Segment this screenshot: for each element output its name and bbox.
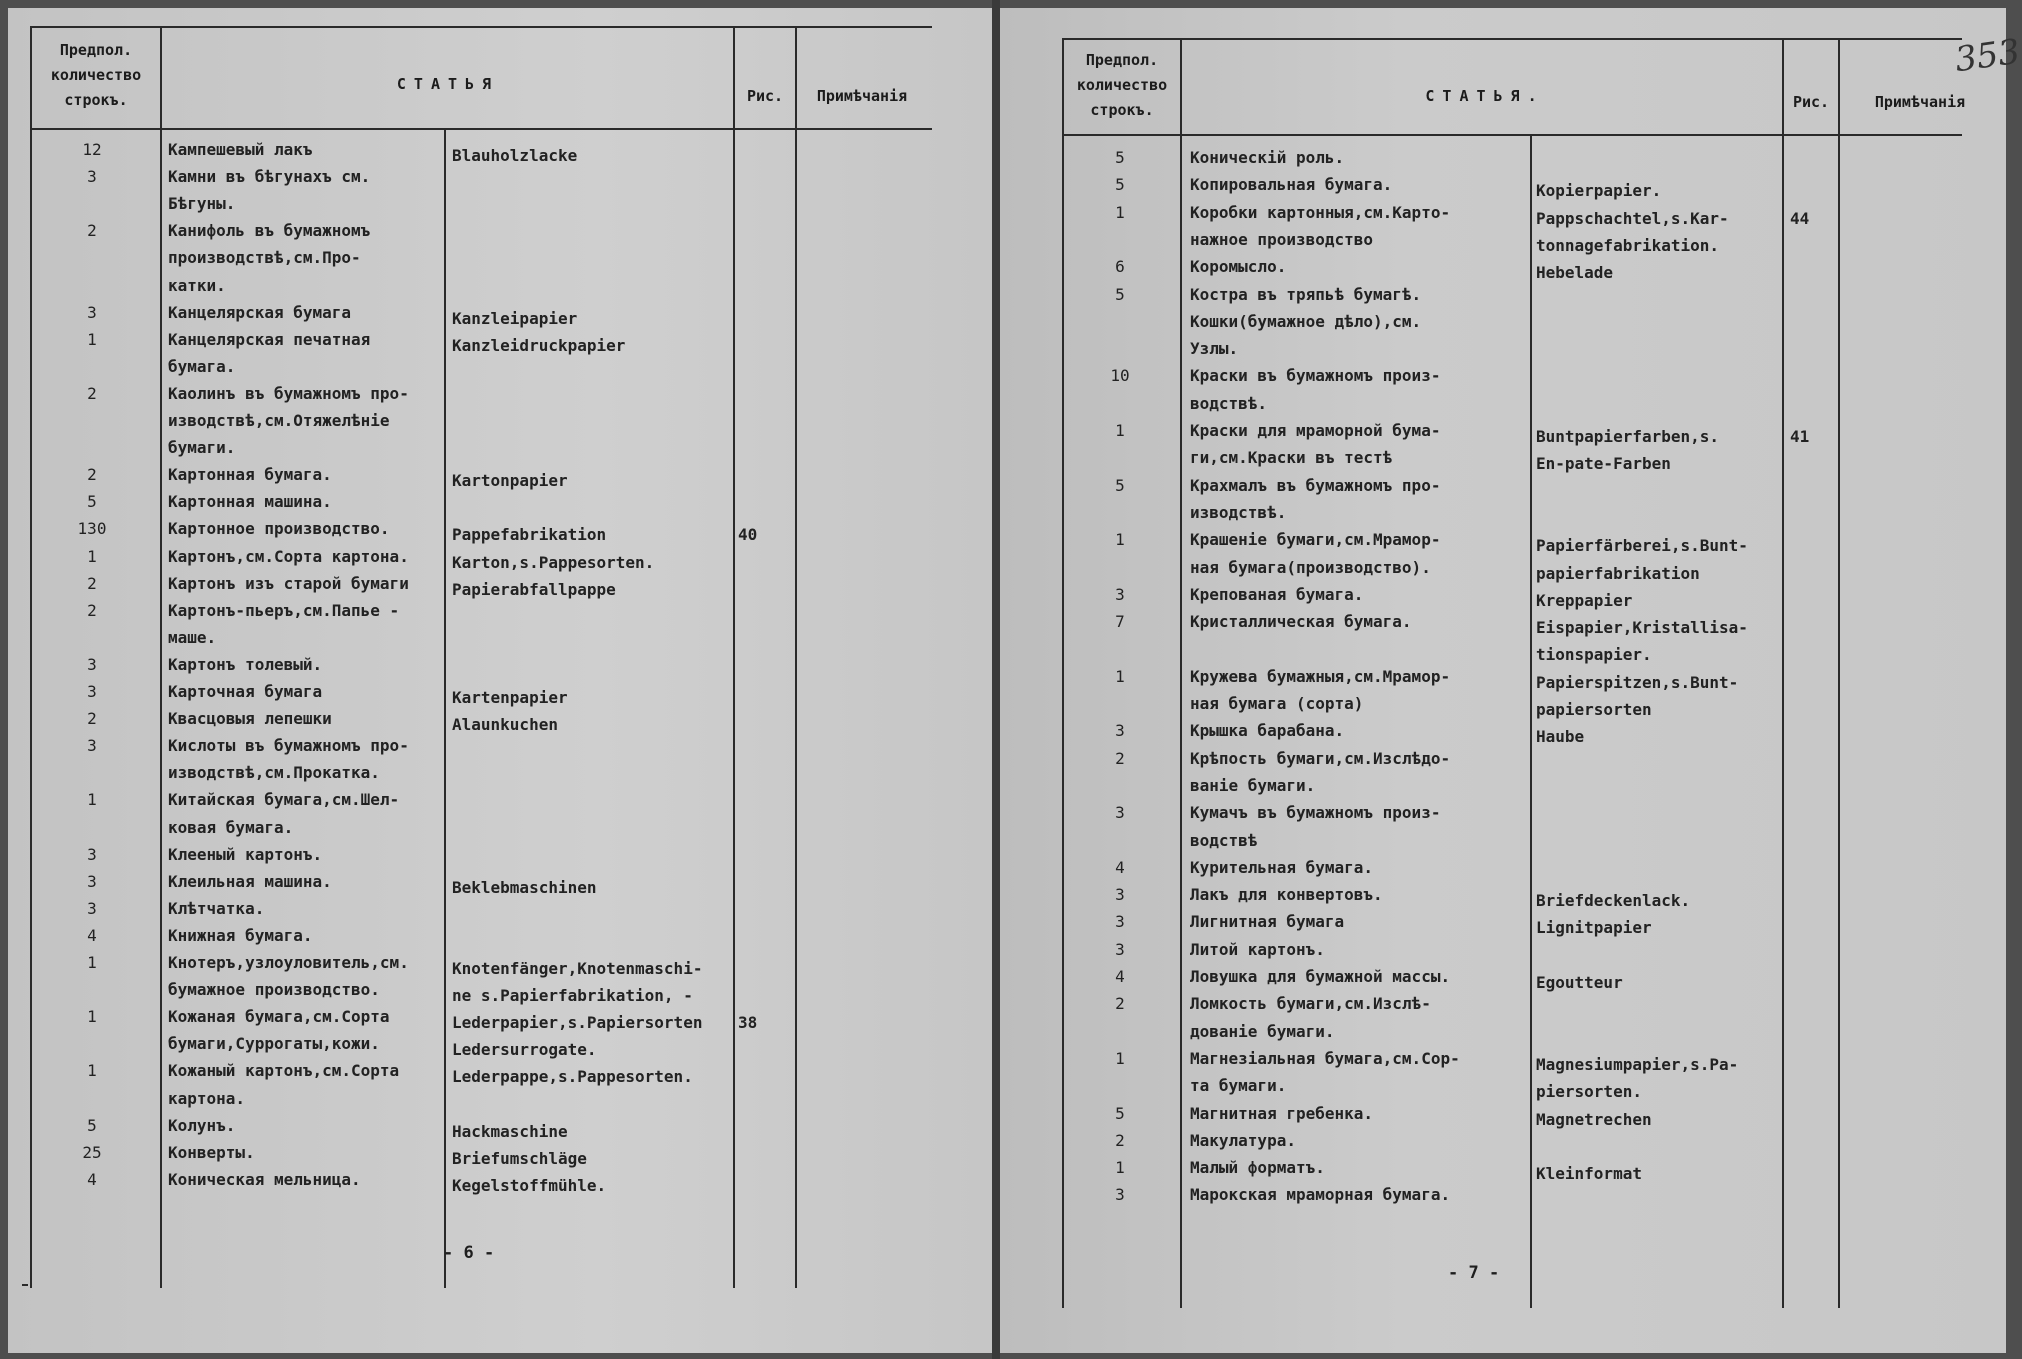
entry-count: 2 (1115, 1130, 1125, 1150)
entry-term: ковая бумага. (168, 817, 294, 837)
entry-german: Haube (1536, 727, 1585, 747)
entry-german: Beklebmaschinen (452, 877, 597, 897)
entry-german: piersorten. (1536, 1082, 1642, 1102)
entry-count: 5 (87, 492, 97, 512)
entry-count: 3 (87, 167, 97, 187)
entry-term: Кристаллическая бумага. (1190, 612, 1412, 632)
entry-german: Lignitpapier (1536, 918, 1652, 938)
entry-count: 1 (87, 329, 97, 349)
count-header (34, 38, 158, 113)
entry-term: Картонная бумага. (168, 465, 332, 485)
entry-term: Бѣгуны. (168, 194, 236, 214)
entry-german: Karton,s.Pappesorten. (452, 552, 655, 572)
entry-german: Magnetrechen (1536, 1109, 1652, 1129)
count-column-rule (1180, 38, 1182, 1308)
entry-count: 3 (87, 736, 97, 756)
entry-term: изводствѣ,см.Прокатка. (168, 763, 380, 783)
notes-header: Примѣчанія (816, 87, 908, 105)
entry-german: Magnesiumpapier,s.Pa- (1536, 1054, 1739, 1074)
entry-german: Papierabfallpappe (452, 579, 616, 599)
entry-term: Узлы. (1190, 339, 1239, 359)
entry-term: изводствѣ. (1190, 502, 1287, 522)
entry-term: дованіе бумаги. (1190, 1021, 1335, 1041)
entry-count: 3 (87, 682, 97, 701)
entry-count: 1 (87, 1007, 97, 1027)
entry-german: Papierfärberei,s.Bunt- (1536, 536, 1748, 556)
entry-german: Kartenpapier (452, 688, 568, 707)
entry-term: Картонъ толевый. (168, 654, 323, 674)
entry-german: Blauholzlacke (452, 146, 578, 165)
entry-german: Lederpapier,s.Papiersorten (452, 1013, 703, 1033)
entry-count: 2 (87, 465, 97, 485)
entry-term: Крѣпость бумаги,см.Изслѣдо- (1190, 748, 1451, 768)
german-column-rule (1530, 134, 1532, 1308)
right-page (1000, 8, 2022, 1353)
entry-count: 3 (1115, 939, 1125, 959)
entry-count: 2 (1115, 748, 1125, 768)
notes-column-rule (1838, 38, 1840, 1308)
entry-figure: 44 (1790, 208, 1810, 228)
count-header-line: Предпол. (1085, 51, 1159, 69)
entry-german: Kreppapier (1536, 590, 1633, 610)
entry-term: Кружева бумажныя,см.Мрамор- (1190, 666, 1451, 686)
entry-count: 1 (87, 546, 97, 566)
entry-term: ваніе бумаги. (1190, 775, 1316, 795)
entry-term: Кнотеръ,узлоуловитель,см. (168, 953, 409, 972)
entry-term: Клѣтчатка. (168, 898, 265, 918)
entry-term: Крашеніе бумаги,см.Мрамор- (1190, 530, 1441, 550)
entry-term: Канифоль въ бумажномъ (168, 221, 371, 241)
entry-figure: 41 (1790, 427, 1810, 446)
entry-term: Крышка барабана. (1190, 721, 1345, 741)
entry-german: Briefumschläge (452, 1148, 587, 1168)
entry-term: Канцелярская печатная (168, 329, 371, 349)
entry-term: бумага. (168, 356, 236, 376)
entry-count: 1 (1115, 421, 1125, 440)
entry-term: ги,см.Краски въ тестѣ (1190, 448, 1393, 468)
entry-german: ne s.Papierfabrikation, - (452, 986, 693, 1006)
entry-german: Kartonpapier (452, 471, 568, 491)
entry-german: Kleinformat (1536, 1164, 1642, 1184)
entry-count: 5 (1115, 284, 1125, 304)
entry-term: Макулатура. (1190, 1130, 1296, 1150)
left-page (8, 8, 992, 1353)
entry-term: Краски въ бумажномъ произ- (1190, 366, 1441, 386)
entry-term: Кумачъ въ бумажномъ произ- (1190, 803, 1441, 823)
entry-count: 7 (1115, 612, 1125, 632)
entry-count: 4 (1115, 857, 1125, 877)
entry-german: Briefdeckenlack. (1536, 891, 1691, 911)
fig-header: Рис. (746, 87, 784, 105)
entry-german: Hackmaschine (452, 1121, 568, 1141)
book-gutter (992, 0, 1000, 1359)
entry-count: 3 (87, 898, 97, 918)
entry-term: Каолинъ въ бумажномъ про- (168, 383, 409, 403)
entry-term: Клеильная машина. (168, 871, 332, 891)
fig-column-rule (733, 26, 735, 1288)
entry-count: 2 (87, 600, 97, 620)
entry-german: Buntpapierfarben,s. (1536, 427, 1720, 446)
entry-german: Egoutteur (1536, 973, 1623, 992)
left-border (30, 26, 32, 1288)
entry-count: 5 (1115, 148, 1125, 167)
entry-count: 12 (82, 140, 102, 159)
entry-term: Кампешевый лакъ (168, 140, 313, 159)
entry-term: Марокская мраморная бумага. (1190, 1185, 1451, 1205)
article-header: СТАТЬЯ. (1425, 87, 1545, 105)
entry-count: 3 (87, 871, 97, 891)
entry-german: Kegelstoffmühle. (452, 1175, 607, 1195)
entry-term: Ломкость бумаги,см.Изслѣ- (1190, 994, 1431, 1014)
entry-german: En-pate-Farben (1536, 454, 1671, 474)
entry-count: 1 (87, 1061, 97, 1081)
entry-term: Карточная бумага (168, 682, 323, 701)
entry-term: Кожаный картонъ,см.Сорта (168, 1061, 400, 1081)
entry-term: Коромысло. (1190, 257, 1287, 277)
entry-term: Картонъ,см.Сорта картона. (168, 546, 409, 566)
entry-term: Конверты. (168, 1142, 255, 1162)
entry-count: 5 (1115, 175, 1125, 195)
entry-count: 3 (87, 302, 97, 322)
entry-term: бумажное производство. (168, 980, 380, 1000)
entry-count: 1 (87, 953, 97, 972)
entry-count: 3 (1115, 1185, 1125, 1205)
page-number: - 6 - (443, 1243, 495, 1263)
left-border (1062, 38, 1064, 1308)
notes-header: Примѣчанія (1874, 93, 1966, 111)
entry-count: 3 (87, 654, 97, 674)
entry-term: производствѣ,см.Про- (168, 248, 361, 268)
entry-count: 2 (1115, 994, 1125, 1014)
entry-german: Eispapier,Kristallisa- (1536, 618, 1748, 638)
entry-count: 4 (87, 925, 97, 945)
entry-german: tionspapier. (1536, 645, 1652, 665)
entry-term: Краски для мраморной бума- (1190, 421, 1441, 440)
count-header-line: Предпол. (59, 41, 133, 59)
entry-term: Литой картонъ. (1190, 939, 1325, 959)
top-rule (1062, 38, 1962, 40)
entry-term: Коническій роль. (1190, 148, 1345, 167)
entry-german: papierfabrikation (1536, 563, 1700, 583)
entry-german: Kanzleipapier (452, 308, 578, 328)
entry-term: Курительная бумага. (1190, 857, 1374, 877)
entry-term: Копировальная бумага. (1190, 175, 1393, 195)
entry-term: Канцелярская бумага (168, 302, 352, 322)
entry-term: ная бумага(производство). (1190, 557, 1431, 577)
entry-count: 1 (1115, 666, 1125, 686)
entry-german: Pappschachtel,s.Kar- (1536, 208, 1729, 228)
notes-column-rule (795, 26, 797, 1288)
count-header (1064, 48, 1180, 123)
entry-term: Костра въ тряпьѣ бумагѣ. (1190, 284, 1422, 304)
entry-term: Лигнитная бумага (1190, 912, 1345, 932)
entry-german: Alaunkuchen (452, 715, 558, 735)
entry-term: Картонъ изъ старой бумаги (168, 573, 409, 593)
entry-count: 10 (1110, 366, 1130, 386)
entry-count: 5 (87, 1115, 97, 1135)
corner-mark (22, 1284, 28, 1286)
entry-count: 2 (87, 573, 97, 593)
entry-count: 3 (1115, 803, 1125, 823)
header-rule (1062, 134, 1962, 136)
entry-german: Lederpappe,s.Pappesorten. (452, 1067, 693, 1087)
entry-term: Колунъ. (168, 1115, 236, 1135)
entry-term: Магнезіальная бумага,см.Сор- (1190, 1048, 1460, 1068)
entry-term: ная бумага (сорта) (1190, 694, 1364, 713)
entry-count: 2 (87, 221, 97, 241)
entry-term: та бумаги. (1190, 1076, 1287, 1096)
entry-german: Papierspitzen,s.Bunt- (1536, 672, 1739, 692)
entry-count: 4 (87, 1169, 97, 1189)
entry-term: Картонъ-пьеръ,см.Папье - (168, 600, 400, 620)
entry-count: 3 (87, 844, 97, 864)
count-column-rule (160, 26, 162, 1288)
entry-count: 1 (1115, 530, 1125, 550)
entry-german: Kanzleidruckpapier (452, 335, 626, 355)
entry-count: 3 (1115, 584, 1125, 604)
entry-german: Knotenfänger,Knotenmaschi- (452, 959, 703, 978)
entry-term: Кошки(бумажное дѣло),см. (1190, 311, 1422, 331)
entry-term: водствѣ. (1190, 393, 1268, 413)
entry-term: маше. (168, 627, 217, 647)
entry-term: Квасцовыя лепешки (168, 709, 332, 729)
entry-term: Малый форматъ. (1190, 1158, 1325, 1178)
fig-column-rule (1782, 38, 1784, 1308)
entry-german: papiersorten (1536, 700, 1652, 719)
entry-count: 5 (1115, 1103, 1125, 1123)
count-header-line: строкъ. (64, 91, 128, 109)
entry-count: 4 (1115, 967, 1125, 986)
entry-term: Картонная машина. (168, 492, 332, 512)
entry-count: 3 (1115, 885, 1125, 905)
entry-german: Kopierpapier. (1536, 181, 1662, 201)
page-number: - 7 - (1448, 1263, 1500, 1283)
count-header-line: количество (50, 66, 142, 84)
fig-header: Рис. (1792, 93, 1830, 111)
entry-german: tonnagefabrikation. (1536, 235, 1720, 255)
entry-count: 130 (77, 519, 107, 539)
article-header: СТАТЬЯ (396, 75, 500, 93)
entry-term: водствѣ (1190, 830, 1258, 850)
entry-count: 25 (82, 1142, 102, 1162)
entry-figure: 40 (738, 525, 758, 545)
entry-term: изводствѣ,см.Отяжелѣніе (168, 411, 390, 430)
entry-term: Картонное производство. (168, 519, 390, 539)
entry-count: 1 (1115, 1158, 1125, 1178)
entry-count: 2 (87, 383, 97, 403)
entry-term: Книжная бумага. (168, 925, 313, 945)
entry-term: нажное производство (1190, 229, 1374, 249)
entry-german: Pappefabrikation (452, 525, 607, 545)
entry-term: Камни въ бѣгунахъ см. (168, 167, 371, 187)
entry-term: Кислоты въ бумажномъ про- (168, 736, 409, 756)
entry-term: катки. (168, 275, 226, 295)
entry-term: Магнитная гребенка. (1190, 1103, 1374, 1123)
entry-term: картона. (168, 1088, 246, 1108)
entry-count: 1 (1115, 202, 1125, 222)
entry-figure: 38 (738, 1013, 758, 1033)
entry-term: Коническая мельница. (168, 1169, 361, 1189)
entry-term: бумаги,Суррогаты,кожи. (168, 1034, 380, 1054)
entry-term: Кожаная бумага,см.Сорта (168, 1007, 390, 1027)
handwritten-page-number: 353 (1952, 31, 2022, 81)
entry-term: Ловушка для бумажной массы. (1190, 967, 1451, 986)
entry-term: Клееный картонъ. (168, 844, 323, 864)
entry-term: Коробки картонныя,см.Карто- (1190, 202, 1451, 222)
entry-term: Китайская бумага,см.Шел- (168, 790, 400, 810)
entry-term: Лакъ для конвертовъ. (1190, 885, 1383, 905)
entry-german: Ledersurrogate. (452, 1040, 597, 1060)
entry-count: 1 (87, 790, 97, 810)
entry-term: Крахмалъ въ бумажномъ про- (1190, 475, 1441, 495)
entry-term: Крепованая бумага. (1190, 584, 1364, 604)
count-header-line: количество (1076, 76, 1168, 94)
entry-count: 6 (1115, 257, 1125, 277)
entry-term: бумаги. (168, 438, 236, 458)
entry-count: 3 (1115, 721, 1125, 741)
entry-count: 2 (87, 709, 97, 729)
entry-count: 5 (1115, 475, 1125, 495)
entry-count: 1 (1115, 1048, 1125, 1068)
entry-count: 3 (1115, 912, 1125, 932)
german-column-rule (444, 128, 446, 1288)
count-header-line: строкъ. (1090, 101, 1154, 119)
entry-german: Hebelade (1536, 263, 1614, 283)
